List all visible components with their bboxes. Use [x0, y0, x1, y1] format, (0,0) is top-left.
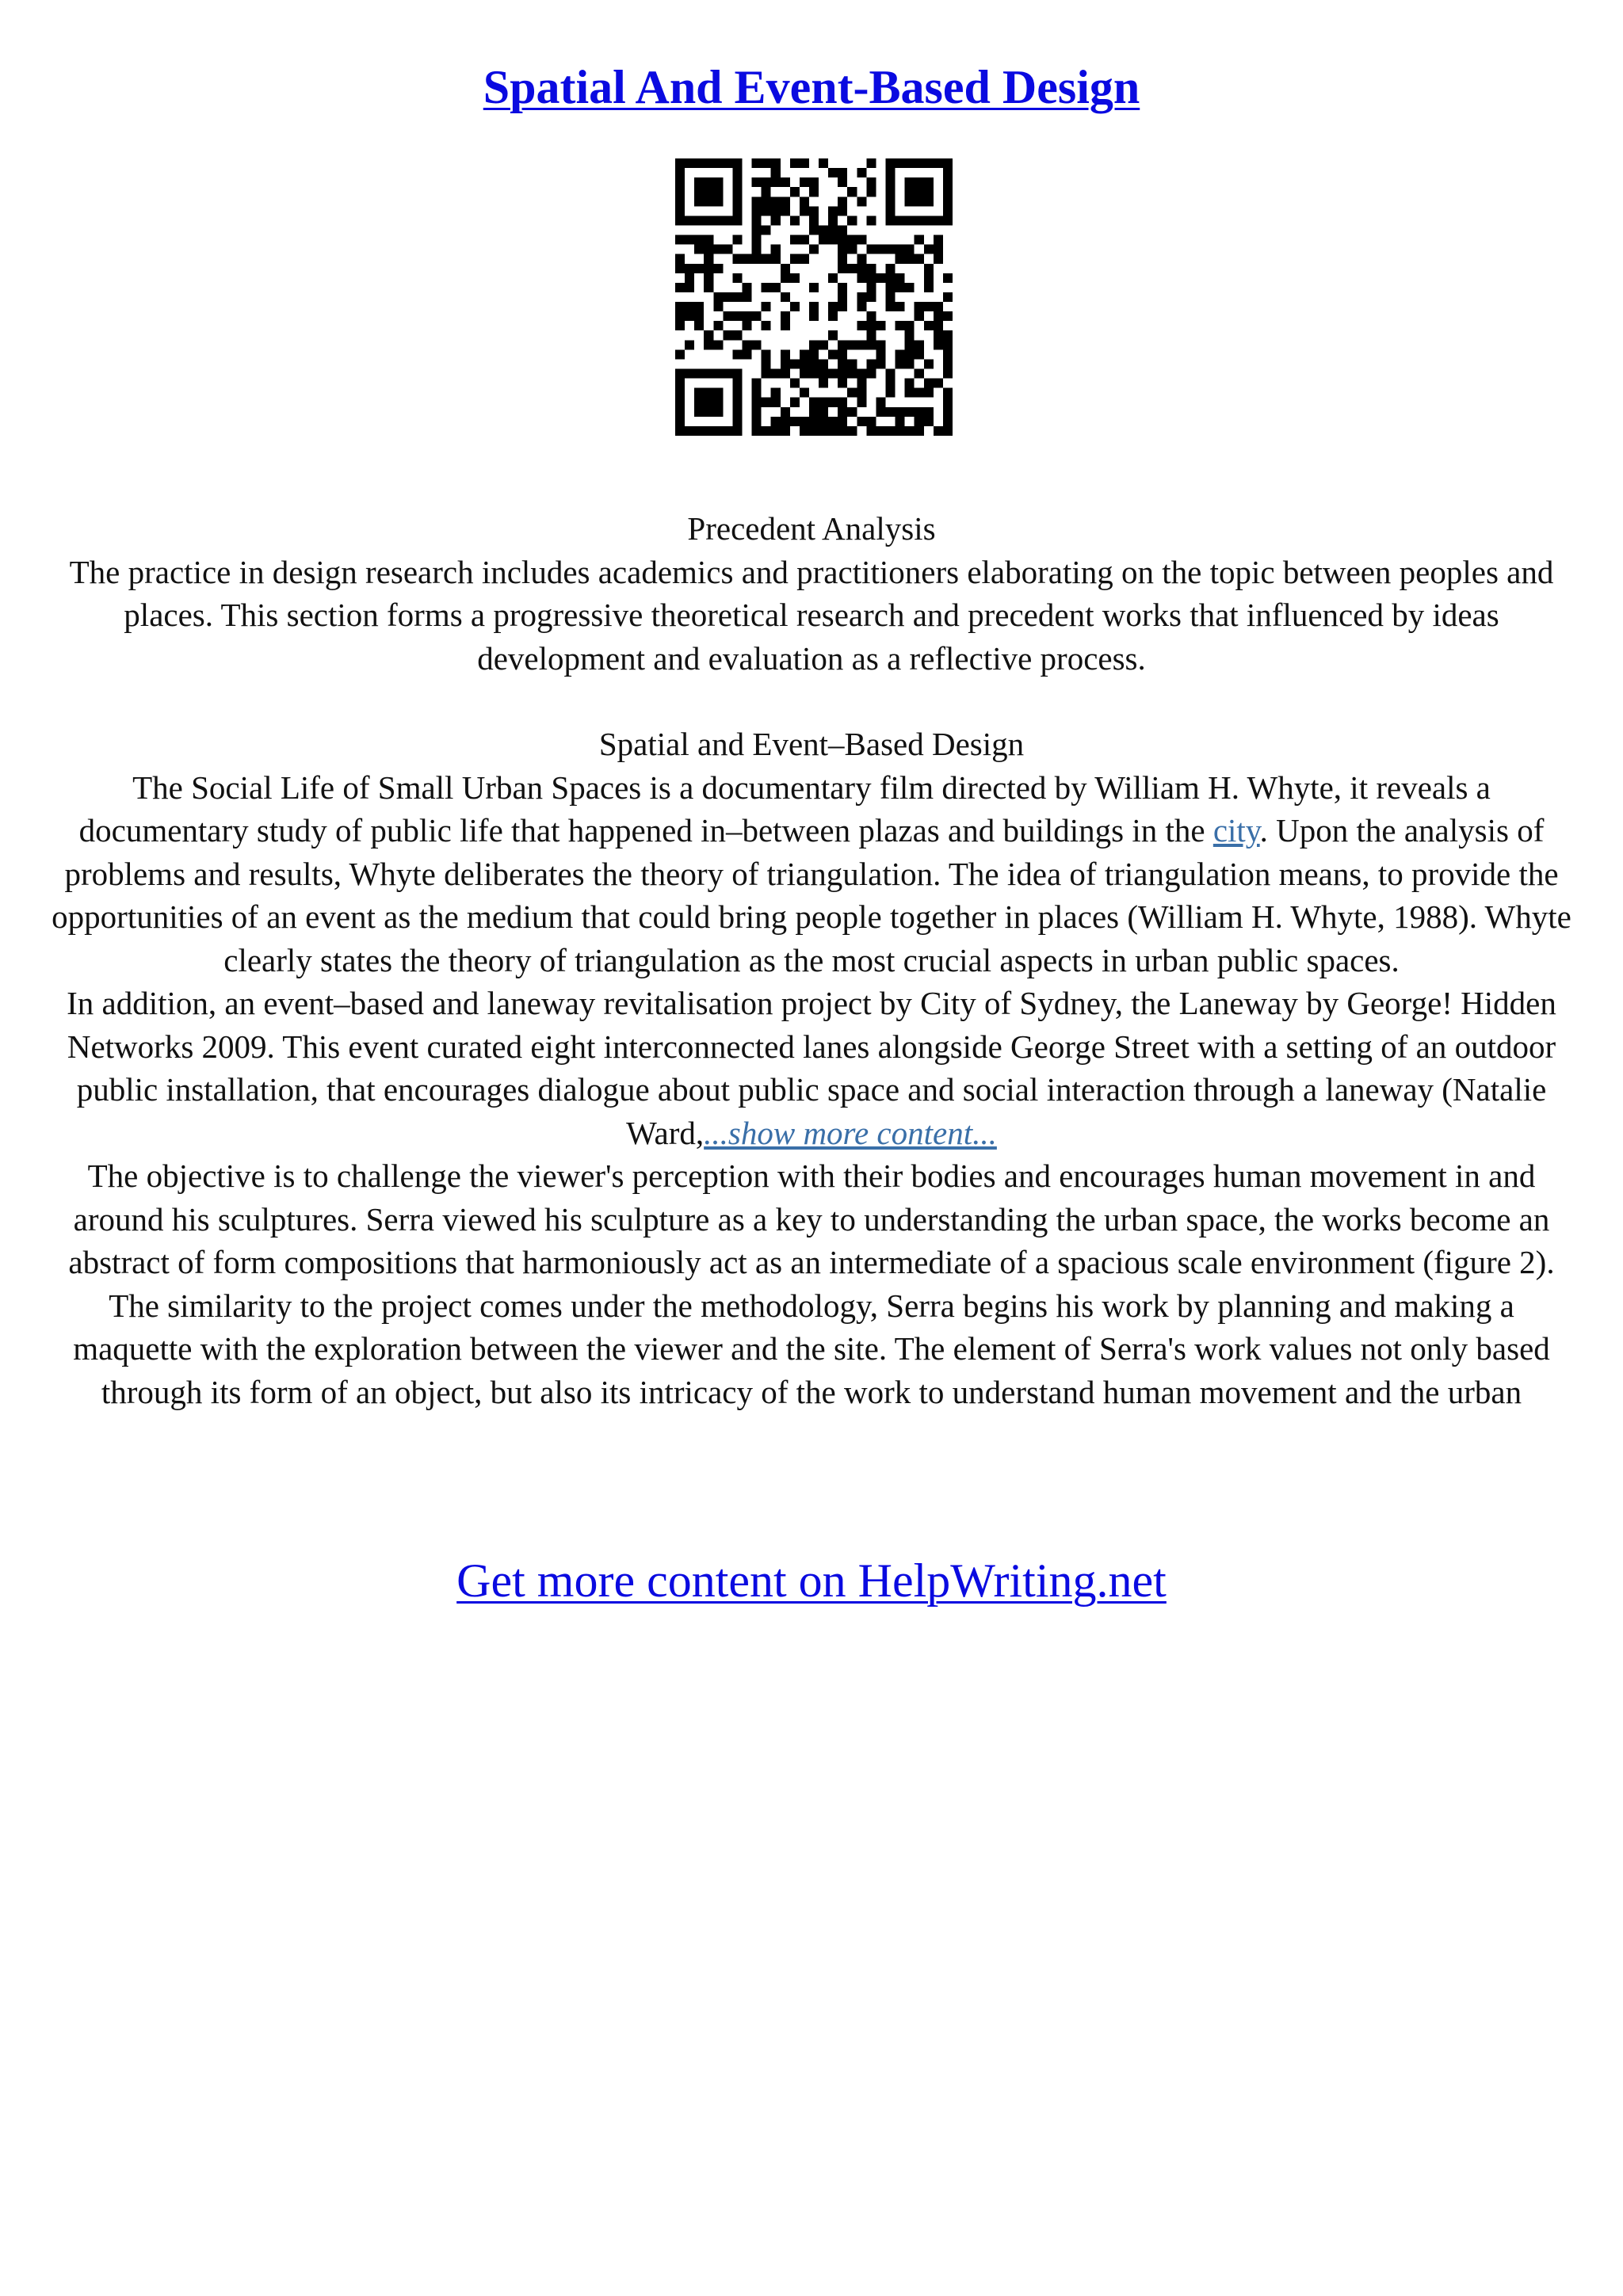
title-link[interactable]: Spatial And Event-Based Design: [483, 61, 1140, 113]
footer: [0, 1549, 1623, 1612]
paragraph-precedent: The practice in design research includes academics and practitioners elaborating on the topic between peoples and places. This section forms a progressive theoretical research and precedent works that influenced by ideas development and evaluation as a reflective process.: [69, 553, 1554, 677]
paragraph-laneway: [48, 982, 1575, 1154]
document-body: [48, 507, 1575, 1413]
paragraph-whyte-text-end: . Upon the analysis of problems and results, Whyte deliberates the theory of triangulation. The idea of triangulation means, to provide the opportunities of an event as the medium that could bring people together in places (William H. Whyte, 1988). Whyte clearly states the theory of triangulation as the most crucial aspects in urban public spaces.: [52, 812, 1571, 978]
get-more-content-link[interactable]: Get more content on HelpWriting.net: [456, 1554, 1167, 1607]
paragraph-laneway-text: In addition, an event–based and laneway revitalisation project by City of Sydney, the Laneway by George! Hidden Networks 2009. This event curated eight interconnected lanes alongside George Street with a setting of an outdoor public installation, that encourages dialogue about public space and social interaction through a laneway (Natalie Ward,: [67, 985, 1556, 1151]
section-heading-precedent: Precedent Analysis: [687, 510, 936, 547]
section-heading-spatial: Spatial and Event–Based Design: [598, 726, 1025, 762]
paragraph-gap: [48, 680, 1575, 723]
paragraph-serra: The objective is to challenge the viewer's perception with their bodies and encourages human movement in and around his sculptures. Serra viewed his sculpture as a key to understanding the urban space, the works become an abstract of form compositions that harmoniously act as an intermediate of a spacious scale environment (figure 2). The similarity to the project comes under the methodology, Serra begins his work by planning and making a maquette with the exploration between the viewer and the site. The element of Serra's work values not only based through its form of an object, but also its intricacy of the work to understand human movement and the urban: [68, 1158, 1555, 1410]
document-title: [0, 55, 1623, 119]
paragraph-whyte: [48, 766, 1575, 982]
paragraph-whyte-text-start: The Social Life of Small Urban Spaces is a documentary film directed by William H. Whyte, it reveals a documentary study of public life that happened in–between plazas and buildings in the: [78, 769, 1491, 849]
show-more-link[interactable]: ...show more content...: [704, 1114, 997, 1151]
city-link[interactable]: city: [1212, 812, 1260, 849]
qr-code-icon: [675, 158, 953, 436]
